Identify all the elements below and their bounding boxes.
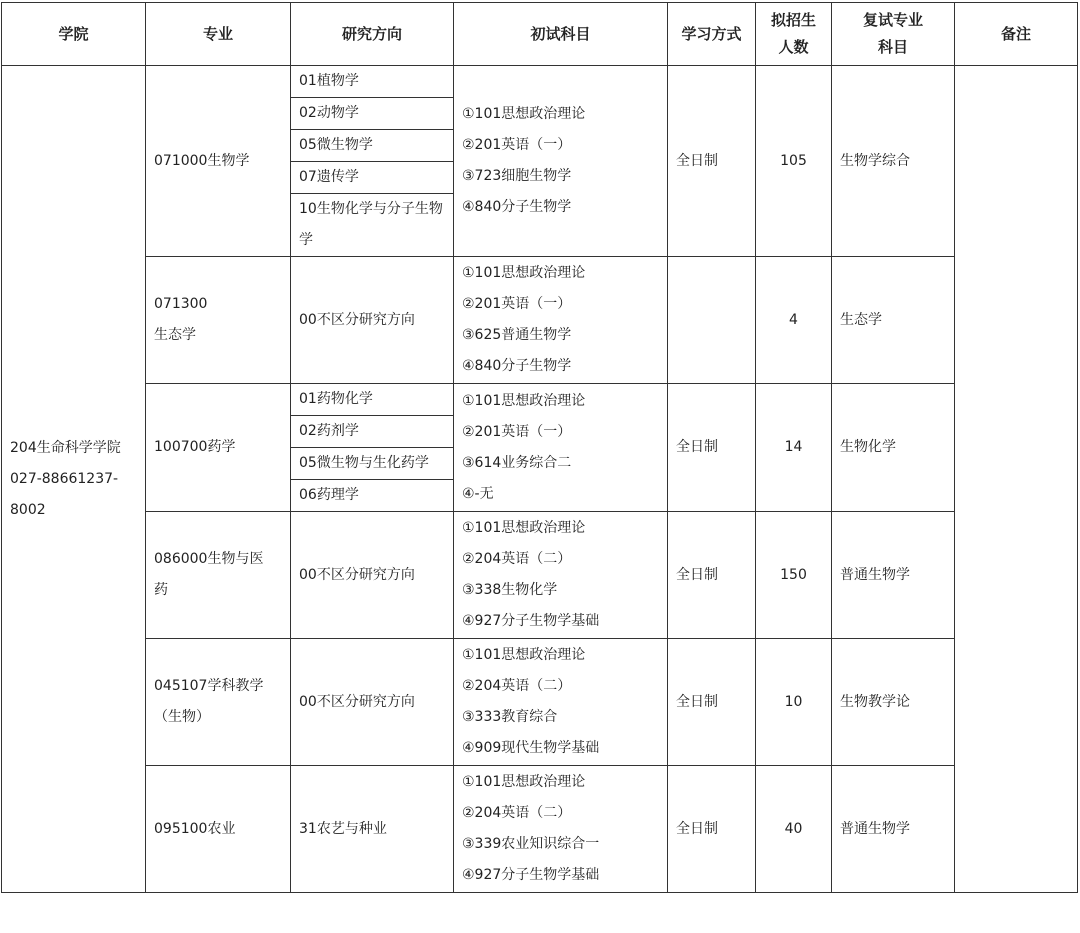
retest-cell: 生物化学 <box>832 384 955 512</box>
direction-cell: 00不区分研究方向 <box>291 257 454 384</box>
exam-cell: ①101思想政治理论 ②201英语（一） ③614业务综合二 ④-无 <box>454 384 668 512</box>
header-retest-line1: 复试专业 <box>862 11 923 29</box>
major-cell: 100700药学 <box>146 384 291 512</box>
quota-cell: 14 <box>756 384 832 512</box>
header-study-mode: 学习方式 <box>668 3 756 66</box>
major-cell: 045107学科教学 （生物） <box>146 639 291 766</box>
admissions-table <box>1 2 1078 893</box>
study-mode-cell: 全日制 <box>668 766 756 893</box>
direction-cell: 05微生物学 <box>291 130 454 162</box>
direction-cell: 01植物学 <box>291 66 454 98</box>
study-mode-cell <box>668 257 756 384</box>
college-phone-line1: 027-88661237- <box>10 470 119 487</box>
retest-cell: 普通生物学 <box>832 766 955 893</box>
exam-cell: ①101思想政治理论 ②201英语（一） ③625普通生物学 ④840分子生物学 <box>454 257 668 384</box>
direction-cell: 07遗传学 <box>291 162 454 194</box>
header-row <box>2 3 1078 66</box>
exam-cell: ①101思想政治理论 ②204英语（二） ③338生物化学 ④927分子生物学基础 <box>454 512 668 639</box>
study-mode-cell: 全日制 <box>668 512 756 639</box>
direction-cell: 31农艺与种业 <box>291 766 454 893</box>
header-quota-line1: 拟招生 <box>770 11 816 29</box>
retest-cell: 生物教学论 <box>832 639 955 766</box>
exam-cell: ①101思想政治理论 ②204英语（二） ③333教育综合 ④909现代生物学基础 <box>454 639 668 766</box>
header-direction: 研究方向 <box>291 3 454 66</box>
table-row <box>2 257 1078 384</box>
exam-cell: ①101思想政治理论 ②204英语（二） ③339农业知识综合一 ④927分子生物学基础 <box>454 766 668 893</box>
direction-cell: 01药物化学 <box>291 384 454 416</box>
study-mode-cell: 全日制 <box>668 66 756 257</box>
major-cell: 095100农业 <box>146 766 291 893</box>
header-quota-line2: 人数 <box>778 38 809 56</box>
direction-cell: 10生物化学与分子生物学 <box>291 194 454 257</box>
exam-cell: ①101思想政治理论 ②201英语（一） ③723细胞生物学 ④840分子生物学 <box>454 66 668 257</box>
major-cell: 071000生物学 <box>146 66 291 257</box>
table-row <box>2 66 1078 98</box>
quota-cell: 10 <box>756 639 832 766</box>
direction-cell: 05微生物与生化药学 <box>291 448 454 480</box>
college-name: 204生命科学学院 <box>10 439 121 456</box>
college-cell <box>2 66 146 893</box>
retest-cell: 生物学综合 <box>832 66 955 257</box>
header-college: 学院 <box>2 3 146 66</box>
quota-cell: 40 <box>756 766 832 893</box>
table-row <box>2 512 1078 639</box>
direction-cell: 02药剂学 <box>291 416 454 448</box>
header-retest <box>832 3 955 66</box>
major-cell: 071300 生态学 <box>146 257 291 384</box>
table-row <box>2 766 1078 893</box>
direction-cell: 00不区分研究方向 <box>291 512 454 639</box>
retest-cell: 生态学 <box>832 257 955 384</box>
study-mode-cell: 全日制 <box>668 384 756 512</box>
header-retest-line2: 科目 <box>877 38 908 56</box>
direction-cell: 02动物学 <box>291 98 454 130</box>
quota-cell: 4 <box>756 257 832 384</box>
remark-cell <box>955 66 1078 893</box>
table-row <box>2 384 1078 416</box>
header-major: 专业 <box>146 3 291 66</box>
quota-cell: 150 <box>756 512 832 639</box>
direction-cell: 00不区分研究方向 <box>291 639 454 766</box>
direction-cell: 06药理学 <box>291 480 454 512</box>
header-remark: 备注 <box>955 3 1078 66</box>
table-row <box>2 639 1078 766</box>
study-mode-cell: 全日制 <box>668 639 756 766</box>
retest-cell: 普通生物学 <box>832 512 955 639</box>
quota-cell: 105 <box>756 66 832 257</box>
header-exam: 初试科目 <box>454 3 668 66</box>
header-quota <box>756 3 832 66</box>
major-cell: 086000生物与医 药 <box>146 512 291 639</box>
college-phone-line2: 8002 <box>10 501 46 518</box>
